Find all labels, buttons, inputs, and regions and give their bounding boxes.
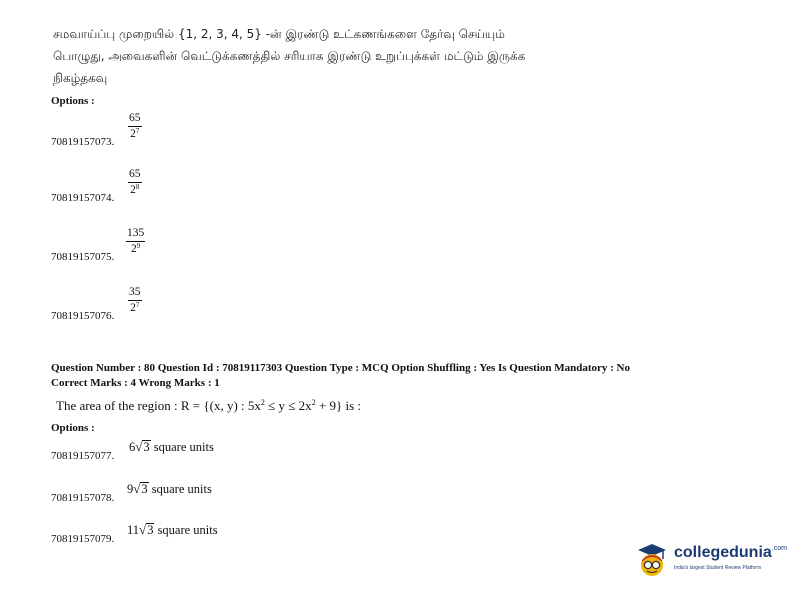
option-id: 70819157078.: [51, 492, 115, 504]
option-fraction: [128, 286, 142, 315]
option-answer: 11 √ 3 square units: [127, 522, 218, 537]
logo-brand-text: collegedunia$^{.com}$: [674, 544, 787, 561]
question-meta-line-1: Question Number : 80 Question Id : 70819117303 Question Type : MCQ Option Shuffling : Yes Is Question Mandatory : No: [51, 362, 630, 374]
option-id: 70819157076.: [51, 310, 115, 322]
options-label: Options :: [51, 422, 95, 434]
option-id: 70819157074.: [51, 192, 115, 204]
sqrt-symbol: √ 3: [139, 522, 154, 537]
options-label: Options :: [51, 95, 95, 107]
fraction-numerator: 35: [128, 286, 142, 301]
tamil-question-line-1: சமவாய்ப்பு முறையில் {1, 2, 3, 4, 5} -ன் இரண்டு உட்கணங்களை தேர்வு செய்யும்: [53, 27, 505, 41]
option-fraction: [128, 112, 142, 141]
fraction-denominator: $2^9$: [131, 242, 141, 255]
option-fraction: [126, 227, 145, 256]
logo-tagline: India's largest Student Review Platform: [674, 565, 762, 571]
fraction-numerator: 65: [128, 112, 142, 127]
question-meta-line-2: Correct Marks : 4 Wrong Marks : 1: [51, 377, 220, 389]
tamil-question-line-2: பொழுது, அவைகளின் வெட்டுக்கணத்தில் சரியாக இரண்டு உறுப்புக்கள் மட்டும் இருக்க: [53, 49, 526, 63]
option-id: 70819157077.: [51, 450, 115, 462]
fraction-numerator: 135: [126, 227, 145, 242]
option-id: 70819157073.: [51, 136, 115, 148]
fraction-denominator: $2^7$: [130, 127, 140, 140]
tamil-question-line-3: நிகழ்தகவு: [53, 71, 108, 85]
option-answer: 6 √ 3 square units: [129, 439, 214, 454]
graduate-mascot-icon: [632, 540, 672, 580]
option-answer: 9 √ 3 square units: [127, 481, 212, 496]
collegedunia-logo: [632, 540, 787, 580]
sqrt-symbol: √ 3: [133, 481, 148, 496]
fraction-denominator: $2^8$: [130, 183, 140, 196]
option-id: 70819157079.: [51, 533, 115, 545]
question-text: The area of the region : R = {(x, y) : $5x^2 \le y \le 2x^2 + 9$} is :: [56, 398, 362, 413]
fraction-numerator: 65: [128, 168, 142, 183]
option-id: 70819157075.: [51, 251, 115, 263]
fraction-denominator: $2^7$: [130, 301, 140, 314]
sqrt-symbol: √ 3: [135, 439, 150, 454]
option-fraction: [128, 168, 142, 197]
